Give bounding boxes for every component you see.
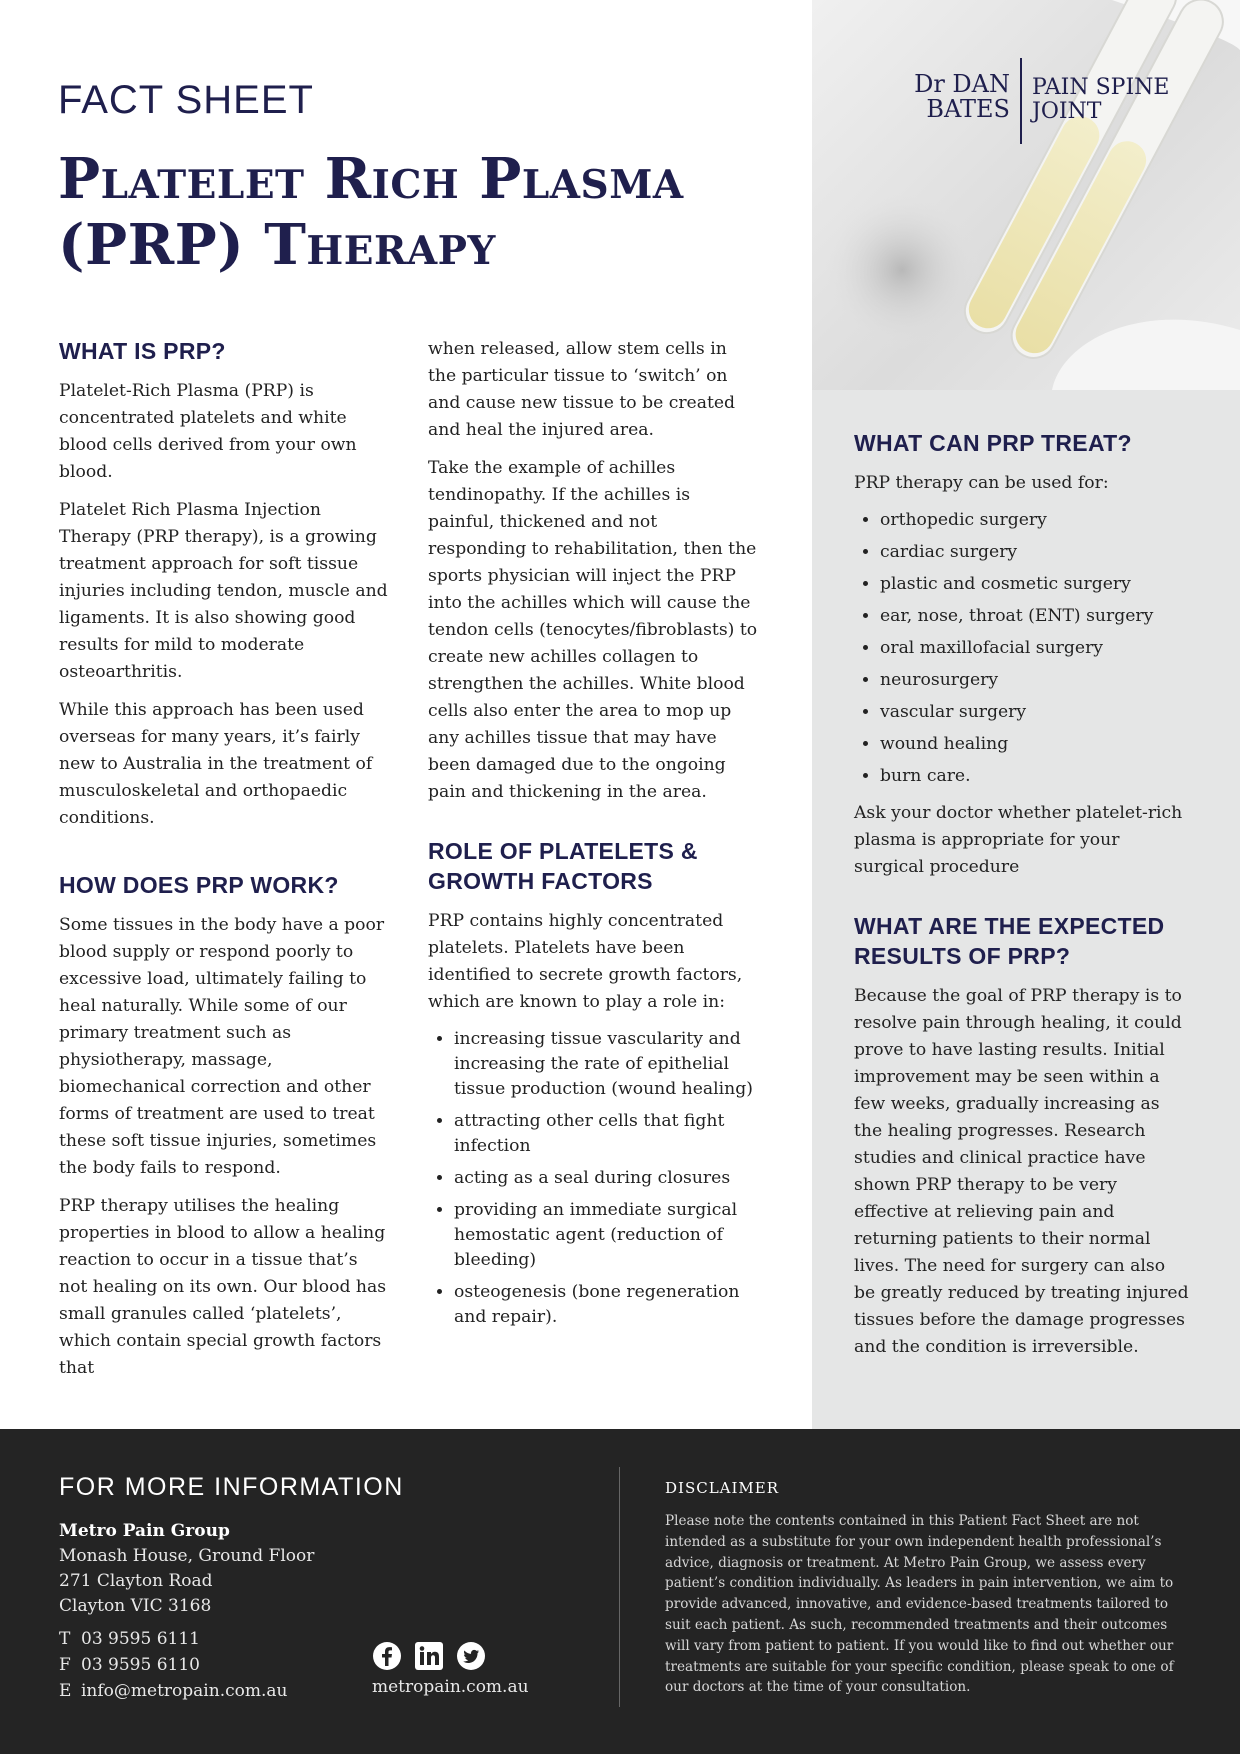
column-middle	[428, 336, 758, 1341]
how-works-p1: Some tissues in the body have a poor blood supply or respond poorly to excessive load, ultimately failing to heal naturally. While some of our primary treatment such as physiotherapy, massage, biomechanical correction and other forms of treatment are used to treat these soft tissue injuries, sometimes the body fails to respond.	[59, 915, 385, 1178]
fax-row: F 03 9595 6110	[59, 1655, 200, 1675]
logo	[878, 58, 1178, 148]
phone-row: T 03 9595 6111	[59, 1629, 200, 1649]
email-link[interactable]: info@metropain.com.au	[81, 1681, 288, 1701]
address-block	[59, 1519, 419, 1619]
how-works-heading: HOW DOES PRP WORK?	[59, 872, 339, 898]
list-item: • oral maxillofacial surgery	[880, 636, 1189, 661]
title-line-2: (PRP) Therapy	[58, 212, 496, 278]
results-p1: Because the goal of PRP therapy is to resolve pain through healing, it could prove to have lasting results. Initial improvement may be seen within a few weeks, gradually increasing as the healing progresses. Research studies and clinical practice have shown PRP therapy to be very effective at relieving pain and returning patients to their normal lives. The need for surgery can also be greatly reduced by treating injured tissues before the damage progresses and the condition is irreversible.	[854, 986, 1189, 1357]
list-item: • neurosurgery	[880, 668, 1189, 693]
disclaimer-text: Please note the contents contained in this Patient Fact Sheet are not intended as a substitute for your own independent health professional’s advice, diagnosis or treatment. At Metro Pain Group, we assess every patient’s condition individually. As leaders in pain intervention, we aim to provide advanced, innovative, and evidence-based treatments tailored to suit each patient. As such, recommended treatments and their outcomes will vary from patient to patient. If you would like to find out whether our treatments are suitable for your specific condition, please speak to one of our doctors at the time of your consultation.	[665, 1513, 1174, 1696]
email-row: E info@metropain.com.au	[59, 1681, 288, 1701]
list-item: • attracting other cells that fight infection	[454, 1109, 758, 1159]
list-item: • acting as a seal during closures	[454, 1166, 758, 1191]
list-item: • orthopedic surgery	[880, 508, 1189, 533]
footer	[0, 1429, 1240, 1754]
logo-name: Dr DAN BATES	[914, 70, 1010, 123]
address-line-2: 271 Clayton Road	[59, 1571, 213, 1591]
social-links	[372, 1641, 486, 1671]
disclaimer-heading: DISCLAIMER	[665, 1479, 780, 1497]
what-is-heading: WHAT IS PRP?	[59, 338, 226, 364]
results-heading: WHAT ARE THE EXPECTED RESULTS OF PRP?	[854, 913, 1165, 969]
fact-sheet-label: FACT SHEET	[58, 78, 314, 122]
contact-block	[59, 1626, 419, 1704]
column-right	[854, 428, 1189, 1372]
address-line-3: Clayton VIC 3168	[59, 1596, 212, 1616]
what-is-p1: Platelet-Rich Plasma (PRP) is concentrated platelets and white blood cells derived from your own blood.	[59, 381, 357, 482]
treat-intro: PRP therapy can be used for:	[854, 473, 1109, 493]
role-intro: PRP contains highly concentrated platelets. Platelets have been identified to secrete growth factors, which are known to play a role in:	[428, 911, 743, 1012]
fax-number: 03 9595 6110	[81, 1655, 200, 1675]
list-item: • cardiac surgery	[880, 540, 1189, 565]
treat-heading: WHAT CAN PRP TREAT?	[854, 430, 1132, 456]
list-item: • plastic and cosmetic surgery	[880, 572, 1189, 597]
role-heading: ROLE OF PLATELETS & GROWTH FACTORS	[428, 838, 698, 894]
footer-heading: FOR MORE INFORMATION	[59, 1473, 404, 1501]
address-line-1: Monash House, Ground Floor	[59, 1546, 315, 1566]
column-left	[59, 336, 389, 1393]
phone-number[interactable]: 03 9595 6111	[81, 1629, 200, 1649]
what-is-p2: Platelet Rich Plasma Injection Therapy (PRP therapy), is a growing treatment approach for soft tissue injuries including tendon, muscle and ligaments. It is also showing good results for mild to moderate osteoarthritis.	[59, 500, 388, 682]
list-item: • providing an immediate surgical hemostatic agent (reduction of bleeding)	[454, 1198, 758, 1273]
how-works-p3: when released, allow stem cells in the particular tissue to ‘switch’ on and cause new tissue to be created and heal the injured area.	[428, 339, 736, 440]
treat-outro: Ask your doctor whether platelet-rich plasma is appropriate for your surgical procedure	[854, 803, 1183, 877]
org-name: Metro Pain Group	[59, 1521, 230, 1541]
title-line-1: Platelet Rich Plasma	[58, 146, 684, 212]
list-item: • wound healing	[880, 732, 1189, 757]
twitter-icon[interactable]	[456, 1641, 486, 1671]
list-item: • osteogenesis (bone regeneration and repair).	[454, 1280, 758, 1330]
page-title	[58, 146, 778, 278]
how-works-p2: PRP therapy utilises the healing properties in blood to allow a healing reaction to occur in a tissue that’s not healing on its own. Our blood has small granules called ‘platelets’, which contain special growth factors that	[59, 1196, 387, 1378]
how-works-p4: Take the example of achilles tendinopathy. If the achilles is painful, thickened and not responding to rehabilitation, then the sports physician will inject the PRP into the achilles which will cause the tendon cells (tenocytes/fibroblasts) to create new achilles collagen to strengthen the achilles. White blood cells also enter the area to mop up any achilles tissue that may have been damaged due to the ongoing pain and thickening in the area.	[428, 458, 758, 802]
treat-list	[854, 508, 1189, 789]
list-item: • vascular surgery	[880, 700, 1189, 725]
what-is-p3: While this approach has been used overseas for many years, it’s fairly new to Australia in the treatment of musculoskeletal and orthopaedic conditions.	[59, 700, 373, 828]
logo-tagline: PAIN SPINE JOINT	[1032, 75, 1170, 124]
list-item: • burn care.	[880, 764, 1189, 789]
role-list	[428, 1027, 758, 1330]
footer-divider	[619, 1467, 620, 1707]
list-item: • increasing tissue vascularity and increasing the rate of epithelial tissue production (wound healing)	[454, 1027, 758, 1102]
test-tube-photo	[812, 0, 1240, 390]
facebook-icon[interactable]	[372, 1641, 402, 1671]
linkedin-icon[interactable]	[414, 1641, 444, 1671]
website-link[interactable]: metropain.com.au	[372, 1677, 529, 1697]
list-item: • ear, nose, throat (ENT) surgery	[880, 604, 1189, 629]
logo-divider	[1020, 58, 1022, 144]
